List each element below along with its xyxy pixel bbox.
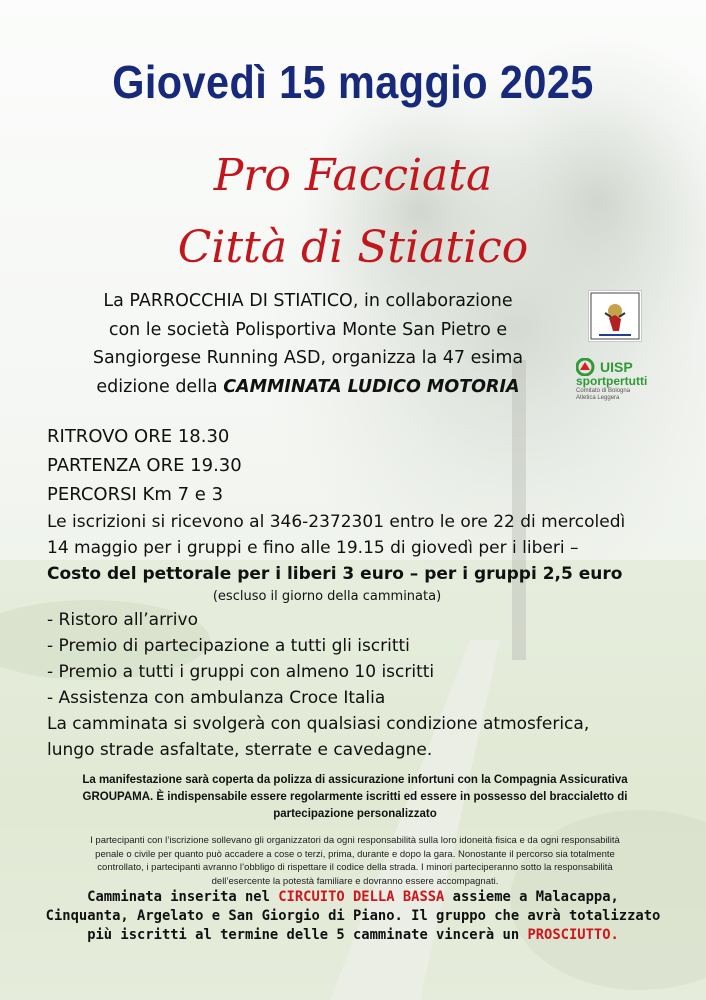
intro-line-prefix: edizione della — [96, 376, 224, 397]
intro-paragraph — [40, 287, 576, 401]
benefit-item: - Assistenza con ambulanza Croce Italia — [47, 688, 386, 708]
disclaimer-line: penale o civile per quanto può accadere a cose o terzi, prima, durante e dopo la gara. Nonostante il percorso sia totalmente — [95, 848, 615, 860]
event-date: Giovedì 15 maggio 2025 — [112, 56, 594, 108]
benefit-item: - Ristoro all’arrivo — [47, 610, 198, 630]
prize-label: PROSCIUTTO. — [527, 927, 619, 943]
circuit-name: CIRCUITO DELLA BASSA — [278, 889, 445, 905]
circuit-line — [40, 926, 666, 945]
notice-line: La manifestazione sarà coperta da polizza di assicurazione infortuni con la Compagnia Assicurativa — [82, 774, 628, 786]
meeting-time: RITROVO ORE 18.30 — [47, 426, 230, 447]
start-time: PARTENZA ORE 19.30 — [47, 455, 242, 476]
circuit-text: più iscritti al termine delle 5 camminate vincerà un — [87, 927, 528, 943]
weather-note: lungo strade asfaltate, sterrate e cavedagne. — [47, 740, 433, 760]
polisportiva-logo — [588, 290, 642, 342]
uisp-section: Atletica Leggera — [576, 395, 620, 401]
routes: PERCORSI Km 7 e 3 — [47, 484, 224, 505]
liability-disclaimer — [50, 834, 660, 888]
notice-line: partecipazione personalizzato — [273, 808, 437, 820]
uisp-logo — [576, 358, 656, 402]
event-subtitle: Città di Stiatico — [177, 222, 529, 273]
insurance-notice — [45, 772, 665, 823]
benefit-item: - Premio a tutti i gruppi con almeno 10 iscritti — [47, 662, 435, 682]
weather-note: La camminata si svolgerà con qualsiasi condizione atmosferica, — [47, 714, 590, 734]
circuit-line — [40, 888, 666, 907]
disclaimer-line: controllato, i partecipanti avranno l’obbligo di rispettare il codice della strada. I minori parteciperanno sotto la responsabilità — [97, 862, 613, 873]
disclaimer-line: I partecipanti con l’iscrizione sollevano gli organizzatori da ogni responsabilità sulla loro idoneità fisica e da ogni responsabilità — [90, 835, 620, 846]
circuit-text: assieme a Malacappa, — [444, 889, 619, 905]
uisp-wordmark: UISP — [600, 359, 633, 375]
event-type: CAMMINATA LUDICO MOTORIA — [223, 376, 520, 397]
event-title: Pro Facciata — [213, 150, 493, 201]
circuit-text: Camminata inserita nel — [87, 889, 279, 905]
intro-line: La PARROCCHIA DI STIATICO, in collaborazione — [103, 291, 513, 311]
intro-line — [40, 373, 576, 402]
registration-line: 14 maggio per i gruppi e fino alle 19.15 di giovedì per i liberi – — [47, 538, 579, 558]
intro-line: Sangiorgese Running ASD, organizza la 47 esima — [92, 348, 524, 368]
circuit-line: Cinquanta, Argelato e San Giorgio di Piano. Il gruppo che avrà totalizzato — [45, 908, 661, 924]
event-details — [47, 422, 667, 763]
uisp-committee: Comitato di Bologna — [576, 388, 631, 394]
circuit-info — [40, 888, 666, 945]
cost-note: (escluso il giorno della camminata) — [212, 589, 442, 604]
registration-line: Le iscrizioni si ricevono al 346-2372301 entro le ore 22 di mercoledì — [47, 512, 626, 532]
uisp-tagline: sportpertutti — [576, 374, 648, 388]
disclaimer-line: dell’esercente la potestà familiare e dovranno essere accompagnati. — [211, 875, 499, 887]
intro-line: con le società Polisportiva Monte San Pietro e — [108, 319, 508, 340]
bib-cost: Costo del pettorale per i liberi 3 euro – per i gruppi 2,5 euro — [47, 564, 623, 584]
benefit-item: - Premio di partecipazione a tutti gli iscritti — [47, 636, 410, 656]
notice-line: GROUPAMA. È indispensabile essere regolarmente iscritti ed essere in possesso del braccialetto di — [82, 791, 628, 803]
